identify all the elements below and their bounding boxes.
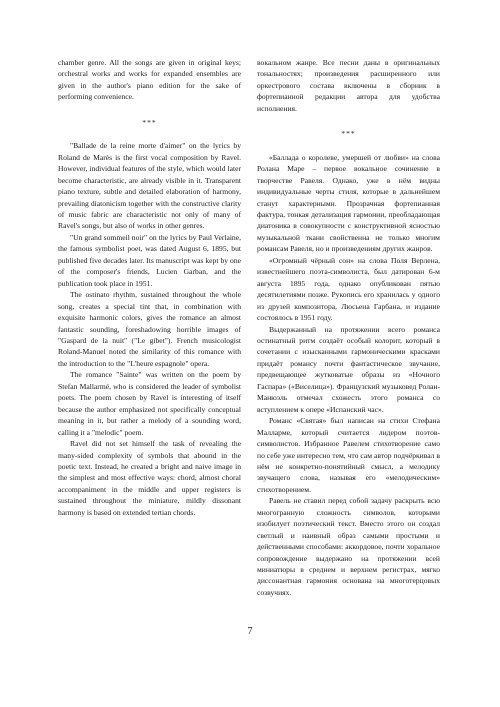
russian-paragraph-symbols: Равель не ставил перед собой задачу раскрыть всю многогранную сложность символов, которыми изобилует поэтический текст. Вместо этого он создал светлый и наивный образ самыми простыми и действенными способами: аккордовое, почти хоральное сопровождение выдержано на протяжении всей миниатюры в среднем и верхнем регистрах, мягко диссонантная гармония основана на многотерцовых созвучиях. bbox=[257, 496, 440, 597]
russian-paragraph-sommeil: «Огромный чёрный сон» на слова Поля Верлена, известнейшего поэта-символиста, был датирован 6-м августа 1895 года, однако опубликован пятью десятилетиями позже. Рукопись его хранилась у одного из друзей композитора, Люсьена Гарбана, и издание состоялось в 1951 году. bbox=[257, 255, 440, 323]
russian-column bbox=[257, 57, 440, 598]
russian-intro-paragraph: вокальном жанре. Все песни даны в оригинальных тональностях; произведения расширенного или оркестрового состава включены в сборник в фортепианной редакции автора для удобства исполнения. bbox=[257, 58, 440, 113]
english-column bbox=[58, 57, 241, 518]
english-paragraph-symbols: Ravel did not set himself the task of revealing the many-sided complexity of symbols that abound in the poetic text. Instead, he created a bright and naive image in the simplest and most effective ways: chord, almost choral accompaniment in the middle and upper registers is sustained throughout the miniature, mildly dissonant harmony is based on extended tertian chords. bbox=[58, 439, 241, 517]
english-paragraph-sainte: The romance "Sainte" was written on the poem by Stefan Mallarmé, who is considered the leader of symbolist poets. The poem chosen by Ravel is interesting of itself because the author emphasized not specifically conceptual meaning in it, but rather a melody of a sounding word, calling it a "melodic" poem. bbox=[58, 370, 241, 437]
russian-paragraph-sainte: Романс «Святая» был написан на стихи Стефана Малларме, который считается лидером поэтов-символистов. Избранное Равелем стихотворение само по себе уже интересно тем, что сам автор подчёркивал в нём не конкретно-понятийный смысл, а мелодику звучащего слова, называя его «мелодическим» стихотворением. bbox=[257, 416, 440, 494]
english-intro-paragraph: chamber genre. All the songs are given in original keys; orchestral works and works for expanded ensembles are given in the author's piano edition for the sake of performing convenience. bbox=[58, 58, 241, 102]
section-separator: *** bbox=[341, 129, 356, 139]
russian-paragraph-ballade: «Баллада о королеве, умершей от любви» на слова Ролана Маре – первое вокальное сочинение в творчестве Равеля. Однако, уже в нём видны индивидуальные черты стиля, которые в дальнейшем станут характерными. Прозрачная фортепианная фактура, тонкая детализация гармонии, преобладающая диатоника в совокупности с конструктивной ясностью музыкальной ткани свойственна не только многим романсам Равеля, но и произведениям других жанров. bbox=[257, 152, 440, 254]
russian-paragraph-ostinato: Выдержанный на протяжении всего романса остинатный ритм создаёт особый колорит, который в сочетании с изысканными гармоническими красками придаёт романсу почти фантастическое звучание, предвещающее жутковатые образы из «Ночного Гаспара» («Виселица»). Французский музыковед Ролан-Манюэль отмечал схожесть этого романса со вступлением к опере «Испанский час». bbox=[257, 324, 440, 414]
section-separator: *** bbox=[142, 117, 157, 127]
page-number: 7 bbox=[247, 626, 253, 637]
english-paragraph-sommeil: "Un grand sommeil noir" on the lyrics by Paul Verlaine, the famous symbolist poet, was dated August 6, 1895, but published five decades later. Its manuscript was kept by one of the composer's friends, Lucien Garban, and the publication took place in 1951. bbox=[58, 232, 241, 288]
english-paragraph-ballade: "Ballade de la reine morte d'aimer" on the lyrics by Roland de Marès is the first vocal composition by Ravel. However, individual features of the style, which would later become characteristic, are already visible in it. Transparent piano texture, subtle and detailed elaboration of harmony, prevailing diatonicism together with the constructive clarity of music fabric are characteristic not only of many of Ravel's songs, but also of works in other genres. bbox=[58, 141, 241, 231]
english-paragraph-ostinato: The ostinato rhythm, sustained throughout the whole song, creates a special tint that, in combination with exquisite harmonic colors, gives the romance an almost fantastic sounding, foreshadowing horrible images of "Gaspard de la nuit" ("Le gibet"). French musicologist Roland-Manuel noted the similarity of this romance with the introduction to the "L'heure espagnole" opera. bbox=[58, 290, 241, 368]
